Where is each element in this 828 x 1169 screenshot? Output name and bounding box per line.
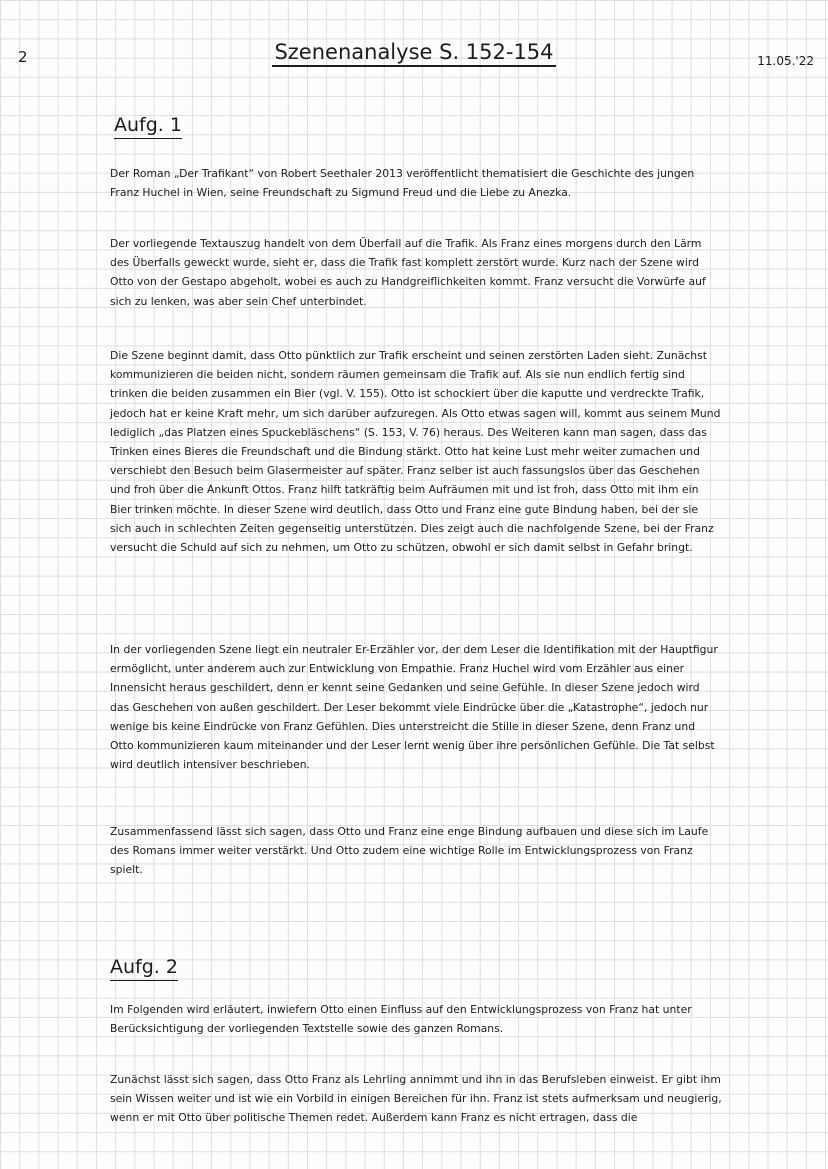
paragraph: In der vorliegenden Szene liegt ein neutraler Er-Erzähler vor, der dem Leser die Identifikation mit der Hauptfigur ermöglicht, unter anderem auch zur Entwicklung von Empathie. Franz Huchel wird vom Erzähler aus einer Innensicht heraus geschildert, denn er kennt seine Gedanken und seine Gefühle. In dieser Szene jedoch wird das Geschehen von außen geschildert. Der Leser bekommt viele Eindrücke über die „Katastrophe“, jedoch nur wenige bis keine Eindrücke von Franz Gefühlen. Dies unterstreicht die Stille in dieser Szene, denn Franz und Otto kommunizieren kaum miteinander und der Leser lernt wenig über ihre persönlichen Gefühle. Die Tat selbst wird deutlich intensiver beschrieben. <box>110 643 718 772</box>
paragraph: Im Folgenden wird erläutert, inwiefern Otto einen Einfluss auf den Entwicklungsprozess von Franz hat unter Berücksichtigung der vorliegenden Textstelle sowie des ganzen Romans. <box>110 1003 692 1036</box>
paragraph: Die Szene beginnt damit, dass Otto pünktlich zur Trafik erscheint und seinen zerstörten Laden sieht. Zunächst kommunizieren die beiden nicht, sondern räumen gemeinsam die Trafik auf. Als sie nun endlich fertig sind trinken die beiden zusammen ein Bier (vgl. V. 155). Otto ist schockiert über die kaputte und verdreckte Trafik, jedoch hat er keine Kraft mehr, um sich darüber aufzuregen. Als Otto etwas sagen will, kommt aus seinem Mund lediglich „das Platzen eines Spuckebläschens“ (S. 153, V. 76) heraus. Des Weiteren kann man sagen, dass das Trinken eines Bieres die Freundschaft und die Bindung stärkt. Otto hat keine Lust mehr weiter zumachen und verschiebt den Besuch beim Glasermeister auf später. Franz selber ist auch fassungslos über das Geschehen und froh über die Ankunft Ottos. Franz hilft tatkräftig beim Aufräumen mit und ist froh, dass Otto mit ihm ein Bier trinken möchte. In dieser Szene wird deutlich, dass Otto und Franz eine gute Bindung haben, bei der sie sich auch in schlechten Zeiten gegenseitig unterstützen. Dies zeigt auch die nachfolgende Szene, bei der Franz versucht die Schuld auf sich zu nehmen, um Otto zu schützen, obwohl er sich damit selbst in Gefahr bringt. <box>110 349 721 555</box>
paragraph: Der Roman „Der Trafikant“ von Robert Seethaler 2013 veröffentlicht thematisiert die Geschichte des jungen Franz Huchel in Wien, seine Freundschaft zu Sigmund Freud und die Liebe zu Anezka. <box>110 167 695 200</box>
page-title-text: Szenenanalyse S. 152-154 <box>272 40 555 67</box>
paragraph: Zunächst lässt sich sagen, dass Otto Franz als Lehrling annimmt und ihn in das Berufsleben einweist. Er gibt ihm sein Wissen weiter und ist wie ein Vorbild in einigen Bereichen für ihn. Franz ist stets aufmerksam und neugierig, wenn er mit Otto über politische Themen redet. Außerdem kann Franz es nicht ertragen, dass die <box>110 1073 722 1125</box>
page-title <box>0 40 828 64</box>
section-heading-aufg-2: Aufg. 2 <box>110 956 178 981</box>
paragraph: Zusammenfassend lässt sich sagen, dass Otto und Franz eine enge Bindung aufbauen und diese sich im Laufe des Romans immer weiter verstärkt. Und Otto zudem eine wichtige Rolle im Entwicklungsprozess von Franz spielt. <box>110 825 709 877</box>
date: 11.05.'22 <box>757 54 814 68</box>
page-number: 2 <box>18 48 28 66</box>
paragraph: Der vorliegende Textauszug handelt von dem Überfall auf die Trafik. Als Franz eines morgens durch den Lärm des Überfalls geweckt wurde, sieht er, dass die Trafik fast komplett zerstört wurde. Kurz nach der Szene wird Otto von der Gestapo abgeholt, wobei es auch zu Handgreiflichkeiten kommt. Franz versucht die Vorwürfe auf sich zu lenken, was aber sein Chef unterbindet. <box>110 237 706 308</box>
section-heading-aufg-1: Aufg. 1 <box>114 114 182 139</box>
